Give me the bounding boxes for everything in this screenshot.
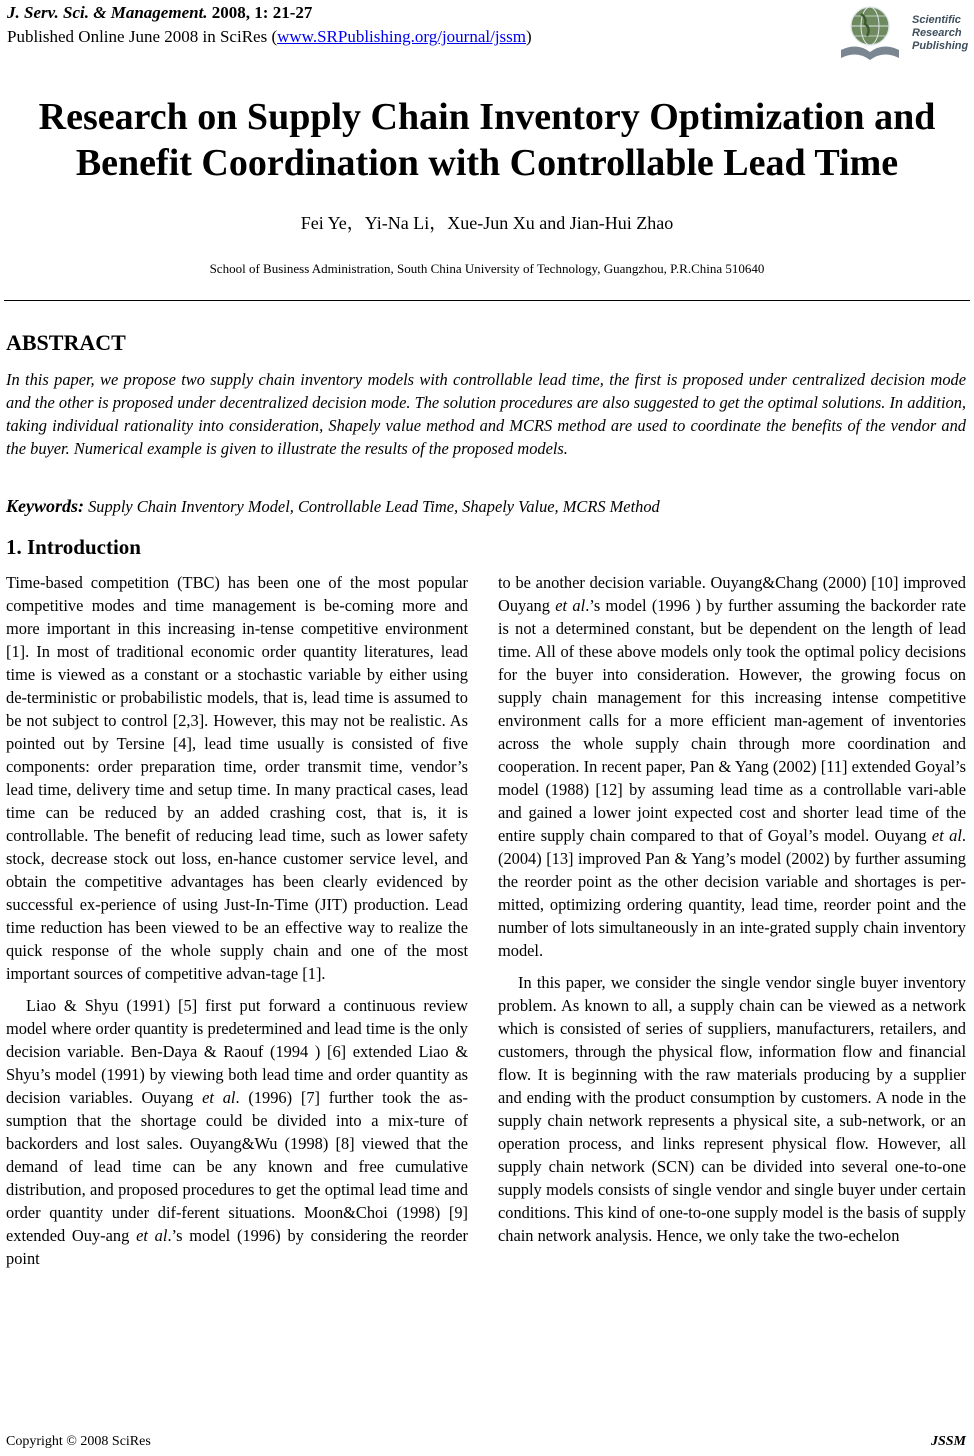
publisher-logo [833, 0, 974, 64]
paragraph: Liao & Shyu (1991) [5] first put forward a continuous review model where order quantity is predetermined and lead time is the only decision variable. Ben-Daya & Raouf (1994 ) [6] extended Liao & Shyu’s model (1991) by viewing both lead time and order quantity as decision variables. Ouyang et al. (1996) [7] further took the as-sumption that the shortage could be divided into a mix-ture of backorders and lost sales. Ouyang&Wu (1998) [8] viewed that the demand of lead time can be any known and free cumulative distribution, and proposed procedures to get the optimal lead time and order quantity under dif-ferent situations. Moon&Choi (1998) [9] extended Ouy-ang et al.’s model (1996) by considering the reorder point [6, 996, 468, 1268]
paragraph: Time-based competition (TBC) has been one of the most popular competitive modes and time management is be-coming more and more important in this increasing in-tense competitive environment [1]. In most of traditional economic order quantity literatures, lead time is viewed as a constant or a stochastic variable by either using de-terministic or probabilistic models, that is, lead time is assumed to be not subject to control [2,3]. However, this may not be realistic. As pointed out by Tersine [4], lead time usually is consisted of five components: order preparation time, order transmit time, vendor’s lead time, delivery time and setup time. In many practical cases, lead time can be reduced by an added crashing cost, that is, it is controllable. The benefit of reducing lead time, such as lower safety stock, decrease stock out loss, en-hance customer service level, and obtain the competitive advantages has been clearly evidenced by successful ex-perience of using Just-In-Time (JIT) production. Lead time reduction has been viewed to be an effective way to realize the quick response of the whole supply chain and one of the most important sources of competitive advan-tage [1]. [6, 573, 468, 983]
journal-citation [7, 3, 312, 23]
paragraph: In this paper, we consider the single vendor single buyer inventory problem. As known to all, a supply chain can be viewed as a network which is consisted of series of suppliers, manufacturers, retailers, and customers, through the physical flow, information flow and financial flow. It is beginning with the raw materials producing by a supplier and ending with the product consumption by customers. A node in the supply chain network represents a physical site, a sub-network, or an operation process, and links represent physical flow. However, all supply chain network (SCN) can be divided into several one-to-one supply models consists of single vendor and single buyer under certain conditions. This kind of one-to-one supply model is the basis of supply chain network analysis. Hence, we only take the two-echelon [498, 973, 966, 1245]
keywords-label: Keywords: [6, 496, 84, 516]
journal-issue: 2008, 1: 21-27 [207, 3, 313, 22]
abstract-heading: ABSTRACT [6, 330, 126, 355]
author-list: Fei Ye，Yi-Na Li，Xue-Jun Xu and Jian-Hui Zhao [300, 213, 674, 233]
paper-title [0, 94, 974, 186]
keywords-text: Supply Chain Inventory Model, Controllable Lead Time, Shapely Value, MCRS Method [84, 497, 660, 516]
title-line-1: Research on Supply Chain Inventory Optimization and [38, 96, 936, 138]
globe-book-icon [837, 2, 903, 62]
journal-url-link[interactable]: www.SRPublishing.org/journal/jssm [277, 27, 526, 46]
title-line-2: Benefit Coordination with Controllable Lead Time [75, 142, 899, 184]
logo-line-2: Research [912, 27, 962, 39]
right-column [498, 571, 966, 1247]
logo-line-1: Scientific [912, 14, 961, 26]
published-suffix: ) [526, 27, 532, 46]
journal-name: J. Serv. Sci. & Management. [7, 3, 208, 22]
page-header [7, 0, 967, 72]
abstract-text: In this paper, we propose two supply chain inventory models with controllable lead time, the first is proposed under centralized decision mode and the other is proposed under decentralized decision mode. The solution procedures are also suggested to get the optimal solutions. In addition, taking individual rationality into consideration, Shapely value method and MCRS method are used to coordinate the benefits of the vendor and the buyer. Numerical example is given to illustrate the results of the proposed models. [6, 370, 966, 458]
section-heading: 1. Introduction [6, 535, 141, 559]
keywords-line [6, 496, 966, 517]
logo-line-3: Publishing [912, 40, 969, 52]
published-prefix: Published Online June 2008 in SciRes ( [7, 27, 278, 46]
paragraph: to be another decision variable. Ouyang&Chang (2000) [10] improved Ouyang et al.’s model (1996 ) by further assuming the backorder rate is not a determined constant, but be dependent on the length of lead time. All of these above models only took the optimal policy decisions for the buyer into consideration. However, the growing focus on supply chain management for this increasing intense competitive environment calls for a more efficient man-agement of inventories across the whole supply chain through more coordination and cooperation. In recent paper, Pan & Yang (2002) [11] extended Goyal’s model (1988) [12] by assuming lead time as a controllable vari-able and gained a lower joint expected cost and shorter lead time of the entire supply chain compared to that of Goyal’s model. Ouyang et al. (2004) [13] improved Pan & Yang’s model (2002) by further assuming the reorder point as the other decision variable and shortages is per-mitted, optimizing ordering quantity, lead time, reorder point and the number of lots simultaneously in an inte-grated supply chain inventory model. [498, 573, 967, 960]
footer-journal-abbr: JSSM [930, 1434, 966, 1449]
published-line [7, 27, 532, 47]
left-column [6, 571, 468, 1270]
author-affiliation: School of Business Administration, South China University of Technology, Guangzhou, P.R.China 510640 [209, 261, 765, 276]
footer-copyright: Copyright © 2008 SciRes [6, 1434, 151, 1449]
header-divider [4, 300, 970, 301]
publisher-wordmark [912, 14, 974, 53]
